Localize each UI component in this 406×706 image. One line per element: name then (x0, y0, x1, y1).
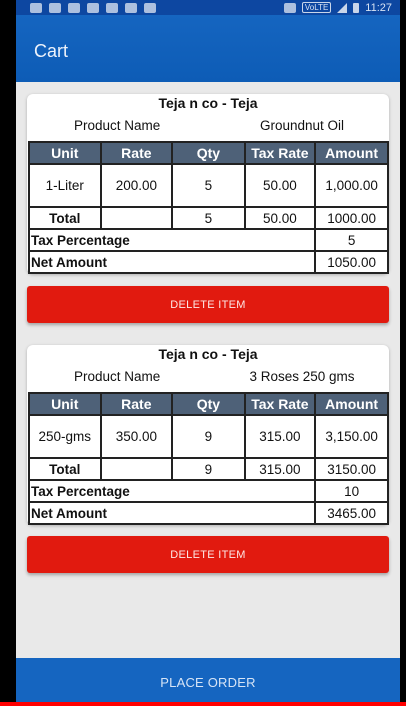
app-bar (16, 15, 400, 82)
tax-percentage-row (29, 229, 388, 251)
delete-item-button[interactable]: DELETE ITEM (27, 286, 389, 323)
gmail-icon (68, 3, 80, 13)
table-header-row (29, 142, 388, 164)
net-amount-label: Net Amount (29, 251, 315, 273)
tax-percentage-label: Tax Percentage (29, 229, 315, 251)
bluetooth-icon (49, 3, 61, 13)
product-name-label: Product Name (74, 118, 161, 133)
cell-amount: 3,150.00 (315, 415, 388, 458)
video-icon (87, 3, 99, 13)
table-row (29, 415, 388, 458)
cell-unit: 250-gms (29, 415, 101, 458)
product-row (27, 118, 389, 136)
product-name-label: Product Name (74, 369, 161, 384)
column-header-tax-rate: Tax Rate (245, 142, 316, 164)
column-header-rate: Rate (101, 393, 173, 415)
net-amount-row (29, 502, 388, 524)
net-amount-row (29, 251, 388, 273)
cast-icon (284, 3, 296, 13)
invoice-table (28, 141, 389, 274)
net-amount-value: 3465.00 (315, 502, 388, 524)
cart-item-card (27, 345, 389, 525)
total-amount: 1000.00 (315, 207, 388, 229)
total-rate-cell (101, 458, 173, 480)
total-label: Total (29, 458, 101, 480)
total-rate-cell (101, 207, 173, 229)
column-header-unit: Unit (29, 142, 101, 164)
column-header-amount: Amount (315, 393, 388, 415)
column-header-unit: Unit (29, 393, 101, 415)
cell-rate: 200.00 (101, 164, 173, 207)
total-qty: 9 (172, 458, 244, 480)
tax-percentage-row (29, 480, 388, 502)
shop-name: Teja n co - Teja (158, 95, 258, 111)
net-amount-label: Net Amount (29, 502, 315, 524)
cell-amount: 1,000.00 (315, 164, 388, 207)
cart-item-card (27, 94, 389, 274)
column-header-rate: Rate (101, 142, 173, 164)
cell-rate: 350.00 (101, 415, 173, 458)
video-progress-bar (0, 702, 406, 706)
column-header-amount: Amount (315, 142, 388, 164)
column-header-tax-rate: Tax Rate (245, 393, 316, 415)
cell-qty: 9 (172, 415, 244, 458)
tax-percentage-value: 10 (315, 480, 388, 502)
place-order-button[interactable]: PLACE ORDER (16, 658, 400, 706)
total-label: Total (29, 207, 101, 229)
cell-unit: 1-Liter (29, 164, 101, 207)
product-row (27, 369, 389, 387)
clock: 11:27 (365, 1, 392, 14)
tax-percentage-label: Tax Percentage (29, 480, 315, 502)
total-tax-rate: 315.00 (245, 458, 316, 480)
page-title: Cart (34, 41, 69, 61)
total-tax-rate: 50.00 (245, 207, 316, 229)
image-icon (125, 3, 137, 13)
table-header-row (29, 393, 388, 415)
column-header-qty: Qty (172, 142, 244, 164)
phone-icon (106, 3, 118, 13)
product-name-value: 3 Roses 250 gms (249, 369, 355, 384)
invoice-table (28, 392, 389, 525)
signal-icon (337, 3, 347, 13)
table-row (29, 164, 388, 207)
product-name-value: Groundnut Oil (259, 118, 345, 133)
cell-qty: 5 (172, 164, 244, 207)
delete-item-button[interactable]: DELETE ITEM (27, 536, 389, 573)
notification-icon (30, 3, 42, 13)
total-row (29, 458, 388, 480)
notification-icons (30, 0, 156, 15)
image-icon (144, 3, 156, 13)
total-amount: 3150.00 (315, 458, 388, 480)
phone-screen (16, 0, 400, 706)
tax-percentage-value: 5 (315, 229, 388, 251)
cell-tax-rate: 315.00 (245, 415, 316, 458)
net-amount-value: 1050.00 (315, 251, 388, 273)
volte-badge: VoLTE (302, 2, 331, 13)
column-header-qty: Qty (172, 393, 244, 415)
battery-icon (353, 3, 359, 13)
total-row (29, 207, 388, 229)
cell-tax-rate: 50.00 (245, 164, 316, 207)
status-bar (16, 0, 400, 15)
system-icons (284, 0, 392, 15)
shop-name: Teja n co - Teja (158, 346, 258, 362)
total-qty: 5 (172, 207, 244, 229)
